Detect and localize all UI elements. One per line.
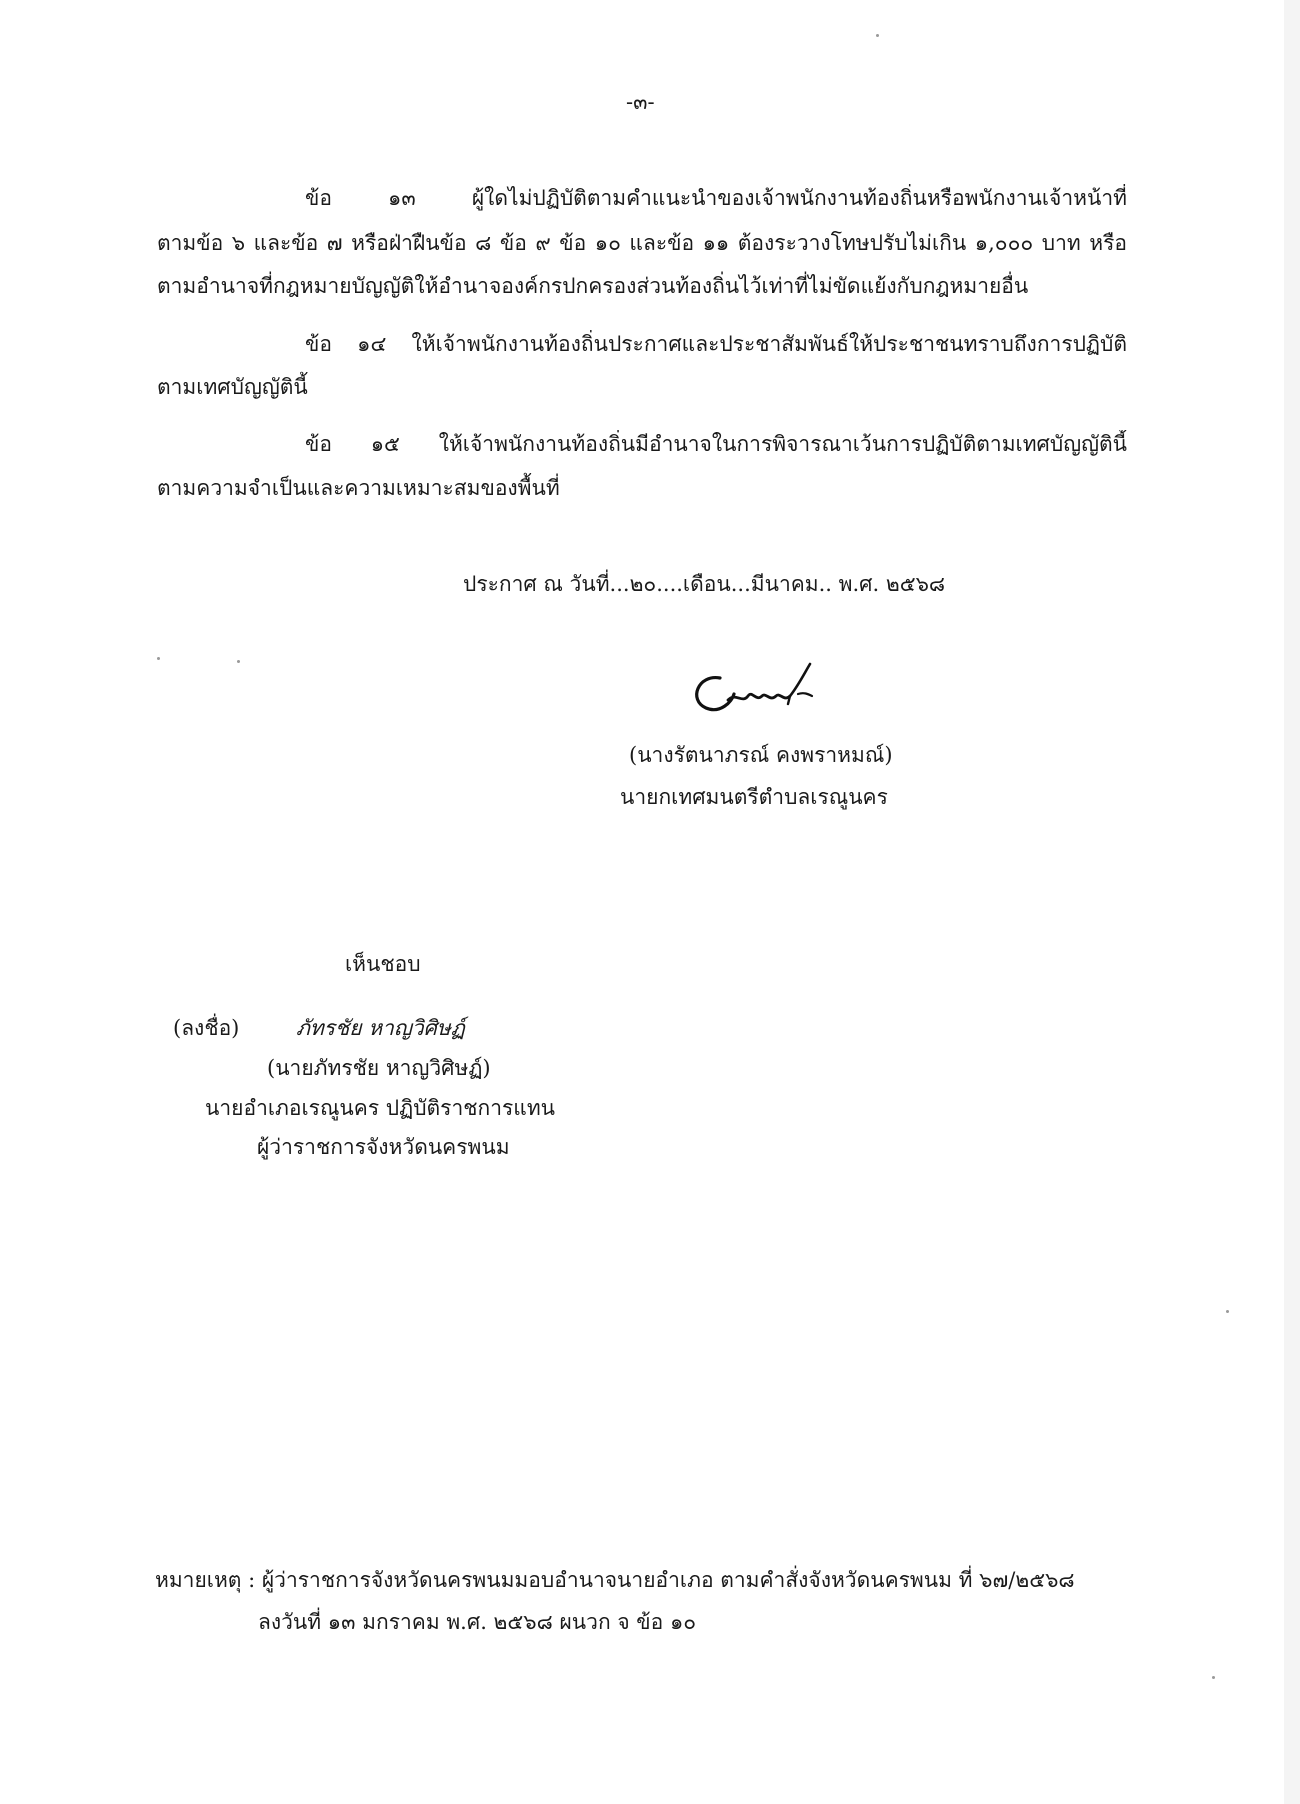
- clause-13-line-3: ตามอำนาจที่กฎหมายบัญญัติให้อำนาจองค์กรปกครองส่วนท้องถิ่นไว้เท่าที่ไม่ขัดแย้งกับกฎหมายอื่น: [157, 274, 1029, 298]
- scan-speck: [876, 34, 879, 37]
- signatory-name: (นางรัตนาภรณ์ คงพราหมณ์): [629, 743, 893, 767]
- clause-15-line-1: ข้อ ๑๕ ให้เจ้าพนักงานท้องถิ่นมีอำนาจในการพิจารณาเว้นการปฏิบัติตามเทศบัญญัตินี้: [305, 432, 1127, 456]
- page-edge: [1284, 0, 1300, 1804]
- clause-14-line-1: ข้อ ๑๔ ให้เจ้าพนักงานท้องถิ่นประกาศและประชาสัมพันธ์ให้ประชาชนทราบถึงการปฏิบัติ: [305, 332, 1127, 356]
- signature-image: [680, 656, 830, 726]
- approval-heading: เห็นชอบ: [345, 952, 421, 976]
- scan-speck: [157, 657, 160, 660]
- scan-speck: [1212, 1676, 1215, 1679]
- approval-full-name: (นายภัทรชัย หาญวิศิษฏ์): [267, 1056, 491, 1080]
- approval-position-2: ผู้ว่าราชการจังหวัดนครพนม: [257, 1135, 510, 1159]
- announcement-date: ประกาศ ณ วันที่...๒๐....เดือน...มีนาคม.. พ.ศ. ๒๕๖๘: [463, 572, 946, 596]
- remark-line-2: ลงวันที่ ๑๓ มกราคม พ.ศ. ๒๕๖๘ ผนวก จ ข้อ ๑๐: [258, 1610, 697, 1634]
- approval-signed-name: ภัทรชัย หาญวิศิษฏ์: [296, 1016, 465, 1040]
- clause-13-line-1: ข้อ ๑๓ ผู้ใดไม่ปฏิบัติตามคำแนะนำของเจ้าพนักงานท้องถิ่นหรือพนักงานเจ้าหน้าที่: [305, 186, 1127, 210]
- page-number: -๓-: [626, 90, 655, 114]
- remark-line-1: หมายเหตุ : ผู้ว่าราชการจังหวัดนครพนมมอบอำนาจนายอำเภอ ตามคำสั่งจังหวัดนครพนม ที่ ๖๗/๒๕๖๘: [155, 1568, 1075, 1592]
- scan-speck: [1226, 1310, 1229, 1313]
- clause-13-line-2: ตามข้อ ๖ และข้อ ๗ หรือฝ่าฝืนข้อ ๘ ข้อ ๙ ข้อ ๑๐ และข้อ ๑๑ ต้องระวางโทษปรับไม่เกิน ๑,๐๐๐ บาท หรือ: [157, 231, 1127, 255]
- clause-15-line-2: ตามความจำเป็นและความเหมาะสมของพื้นที่: [157, 476, 560, 500]
- clause-14-line-2: ตามเทศบัญญัตินี้: [157, 375, 308, 399]
- approval-position-1: นายอำเภอเรณูนคร ปฏิบัติราชการแทน: [205, 1096, 556, 1120]
- signatory-position: นายกเทศมนตรีตำบลเรณูนคร: [620, 785, 888, 809]
- approval-signed-label: (ลงชื่อ): [173, 1016, 240, 1040]
- scan-speck: [237, 660, 240, 663]
